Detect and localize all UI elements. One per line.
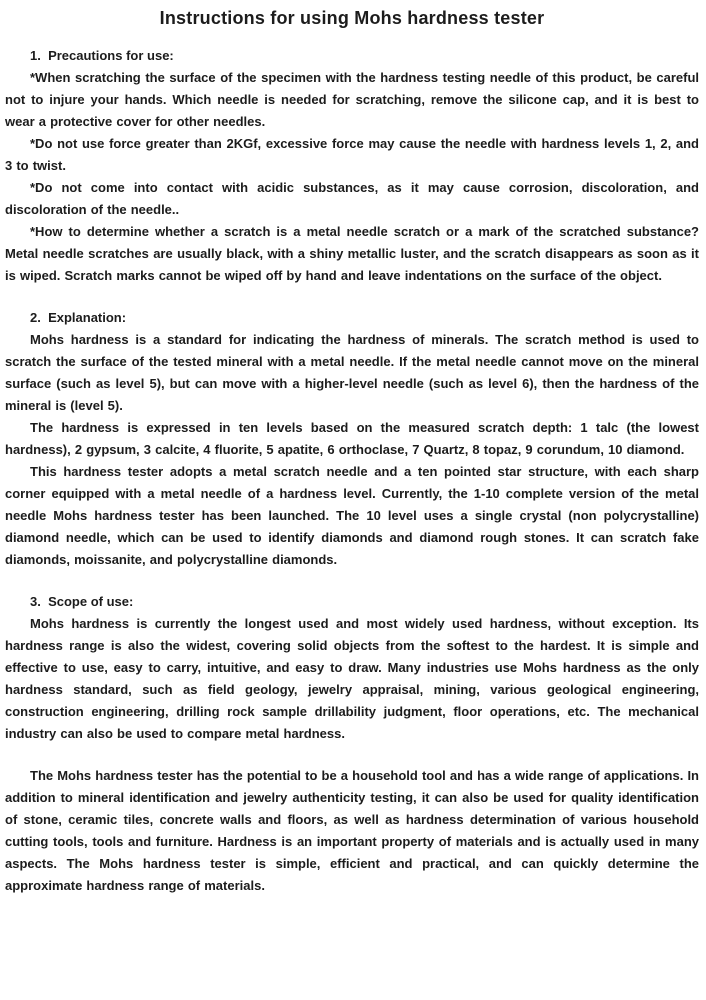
closing-paragraph: The Mohs hardness tester has the potential to be a household tool and has a wide range of applications. In addition to mineral identification and jewelry authenticity testing, it can also be used for quality identification of stone, ceramic tiles, concrete walls and floors, as well as hardness determination of various household cutting tools, tools and furniture. Hardness is an important property of materials and is actually used in many aspects. The Mohs hardness tester is simple, efficient and practical, and can quickly determine the approximate hardness range of materials. xyxy=(5,768,699,893)
section-precautions xyxy=(5,45,699,287)
paragraph-precautions-1: *When scratching the surface of the specimen with the hardness testing needle of this product, be careful not to injure your hands. Which needle is needed for scratching, remove the silicone cap, and it is best to wear a protective cover for other needles. xyxy=(5,70,699,129)
section-heading-explanation: 2. Explanation: xyxy=(30,310,127,325)
document-title: Instructions for using Mohs hardness tester xyxy=(159,8,545,28)
paragraph-explanation-3: This hardness tester adopts a metal scratch needle and a ten pointed star structure, with each sharp corner equipped with a metal needle of a hardness level. Currently, the 1-10 complete version of the metal needle Mohs hardness tester has been launched. The 10 level uses a single crystal (non polycrystalline) diamond needle, which can be used to identify diamonds and diamond rough stones. It can scratch fake diamonds, moissanite, and polycrystalline diamonds. xyxy=(5,464,699,567)
closing-section xyxy=(5,765,699,897)
paragraph-explanation-1: Mohs hardness is a standard for indicating the hardness of minerals. The scratch method is used to scratch the surface of the tested mineral with a metal needle. If the metal needle cannot move on the mineral surface (such as level 5), but can move with a higher-level needle (such as level 6), then the hardness of the mineral is (level 5). xyxy=(5,332,699,413)
section-heading-precautions: 1. Precautions for use: xyxy=(30,48,174,63)
paragraph-precautions-4: *How to determine whether a scratch is a metal needle scratch or a mark of the scratched substance? Metal needle scratches are usually black, with a shiny metallic luster, and the scratch disappears as soon as it is wiped. Scratch marks cannot be wiped off by hand and leave indentations on the surface of the object. xyxy=(5,224,699,283)
paragraph-scope-of-use-1: Mohs hardness is currently the longest used and most widely used hardness, without exception. Its hardness range is also the widest, covering solid objects from the softest to the hardest. It is simple and effective to use, easy to carry, intuitive, and easy to draw. Many industries use Mohs hardness as the only hardness standard, such as field geology, jewelry appraisal, mining, various geological engineering, construction engineering, drilling rock sample drillability judgment, floor operations, etc. The mechanical industry can also be used to compare metal hardness. xyxy=(5,616,699,741)
paragraph-precautions-2: *Do not use force greater than 2KGf, excessive force may cause the needle with hardness levels 1, 2, and 3 to twist. xyxy=(5,136,699,173)
section-scope-of-use xyxy=(5,591,699,745)
paragraph-explanation-2: The hardness is expressed in ten levels based on the measured scratch depth: 1 talc (the lowest hardness), 2 gypsum, 3 calcite, 4 fluorite, 5 apatite, 6 orthoclase, 7 Quartz, 8 topaz, 9 corundum, 10 diamond. xyxy=(5,420,699,457)
section-heading-scope-of-use: 3. Scope of use: xyxy=(30,594,134,609)
section-explanation xyxy=(5,307,699,571)
paragraph-precautions-3: *Do not come into contact with acidic substances, as it may cause corrosion, discoloration, and discoloration of the needle.. xyxy=(5,180,699,217)
